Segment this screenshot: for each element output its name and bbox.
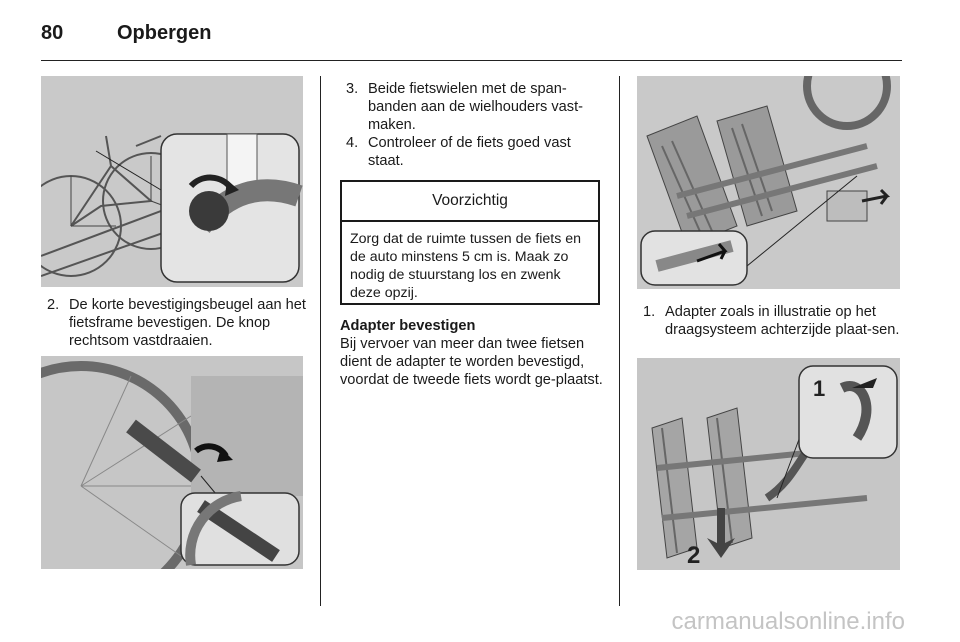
- page-number: 80: [41, 21, 64, 44]
- step-1: [643, 303, 903, 339]
- caution-title: Voorzichtig: [342, 182, 598, 222]
- step-3: [346, 80, 604, 134]
- step-number: 3.: [346, 81, 359, 97]
- step-text: Beide fietswielen met de span-banden aan de wielhouders vast-maken.: [368, 81, 584, 133]
- caution-box: [340, 180, 600, 305]
- step-number: 1.: [643, 304, 656, 320]
- column-divider-left: [320, 76, 321, 606]
- page-title: Opbergen: [117, 21, 212, 44]
- figure-wheel-strap: [41, 356, 303, 569]
- figure-adapter-steps: [637, 358, 900, 570]
- page-header: [41, 18, 211, 48]
- step-text: Adapter zoals in illustratie op het draagsysteem achterzijde plaat-sen.: [665, 304, 900, 338]
- caution-body: Zorg dat de ruimte tussen de fiets en de auto minstens 5 cm is. Maak zo nodig de stuurstang los en zwenk deze opzij.: [350, 231, 582, 301]
- figure-bike-mount-knob: [41, 76, 303, 287]
- step-text: Controleer of de fiets goed vast staat.: [368, 135, 571, 169]
- column-divider-right: [619, 76, 620, 606]
- header-rule: [41, 60, 902, 61]
- figure-carrier-adapter: [637, 76, 900, 289]
- section-paragraph: Bij vervoer van meer dan twee fietsen dient de adapter te worden bevestigd, voordat de tweede fiets wordt ge-plaatst.: [340, 336, 603, 388]
- figure-label-1: 1: [813, 376, 826, 401]
- section-subheading: Adapter bevestigen: [340, 318, 476, 334]
- step-2: [47, 296, 309, 350]
- watermark: carmanualsonline.info: [671, 608, 905, 635]
- step-4: [346, 134, 604, 170]
- step-text: De korte bevestigingsbeugel aan het fietsframe bevestigen. De knop rechtsom vastdraaien.: [69, 297, 306, 349]
- step-number: 4.: [346, 135, 359, 151]
- figure-label-2: 2: [687, 542, 701, 569]
- step-number: 2.: [47, 297, 60, 313]
